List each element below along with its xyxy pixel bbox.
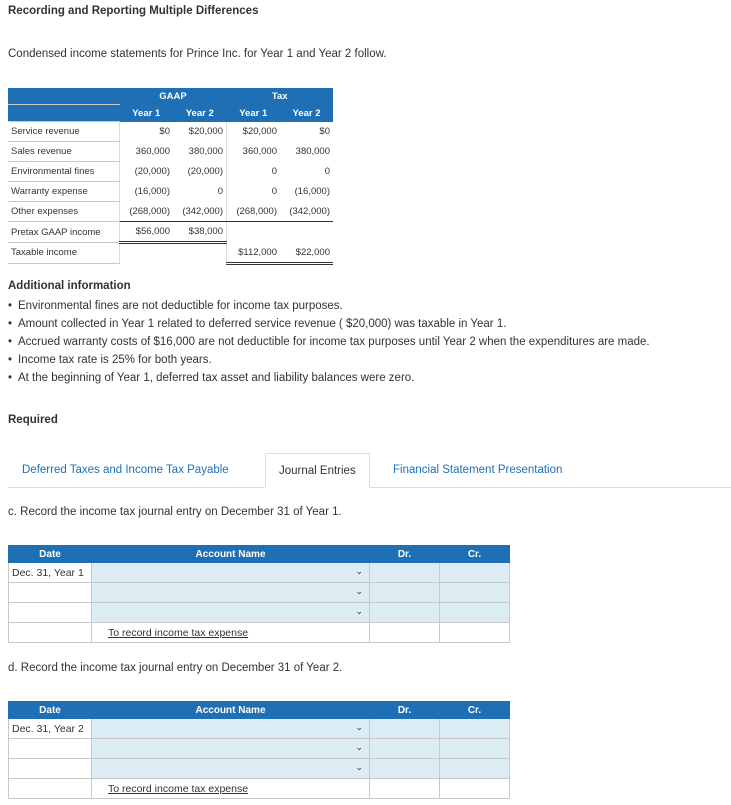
list-item-text: Accrued warranty costs of $16,000 are not deductible for income tax purposes until Year 2 when the expenditures are made. [18, 336, 650, 348]
cell-value: (268,000) [227, 202, 281, 222]
cell-value: (342,000) [173, 202, 227, 222]
credit-input[interactable] [440, 603, 510, 623]
account-select[interactable] [92, 719, 370, 739]
account-header: Account Name [92, 702, 370, 719]
date-header: Date [9, 702, 92, 719]
group-header-row [8, 88, 333, 105]
cell-value: $20,000 [188, 126, 223, 137]
cell-value: (16,000) [294, 186, 330, 197]
dr-header: Dr. [370, 702, 440, 719]
chevron-down-icon: ⌄ [355, 742, 363, 752]
account-header: Account Name [92, 546, 370, 563]
row-label: Environmental fines [8, 162, 120, 182]
table-row [8, 182, 333, 202]
cell-value: $38,000 [173, 222, 227, 243]
row-label: Service revenue [8, 122, 120, 142]
cell-value: 0 [324, 166, 330, 177]
list-item-text: Income tax rate is 25% for both years. [18, 354, 212, 366]
journal-row [9, 583, 510, 603]
cell-value: (16,000) [120, 182, 174, 202]
year-header-row [8, 105, 333, 122]
cell-value: 360,000 [120, 142, 174, 162]
empty-cell [370, 779, 440, 799]
cell-value: $0 [319, 126, 330, 137]
date-cell [9, 603, 92, 623]
date-cell [9, 623, 92, 643]
bullet-icon: • [8, 336, 13, 348]
cell-value: 0 [227, 182, 281, 202]
bullet-icon: • [8, 300, 13, 312]
credit-input[interactable] [440, 563, 510, 583]
date-cell [9, 739, 92, 759]
cell-value [173, 243, 227, 264]
note-cell [92, 779, 370, 799]
date-cell [9, 779, 92, 799]
cell-value [280, 222, 333, 243]
debit-input[interactable] [370, 603, 440, 623]
row-label: Other expenses [8, 202, 120, 222]
credit-input[interactable] [440, 739, 510, 759]
part-c-prompt: c. Record the income tax journal entry on December 31 of Year 1. [8, 506, 342, 518]
debit-input[interactable] [370, 719, 440, 739]
required-heading: Required [8, 414, 58, 426]
account-select[interactable] [92, 583, 370, 603]
row-label: Taxable income [8, 243, 120, 264]
cell-value: 0 [217, 186, 223, 197]
cell-value: (268,000) [120, 202, 174, 222]
debit-input[interactable] [370, 759, 440, 779]
journal-table-year2 [8, 701, 510, 799]
year-header: Year 2 [280, 105, 333, 122]
income-statement-table [8, 88, 333, 265]
tab-journal-entries[interactable]: Journal Entries [265, 453, 370, 488]
credit-input[interactable] [440, 583, 510, 603]
journal-row [9, 719, 510, 739]
date-header: Date [9, 546, 92, 563]
account-select[interactable] [92, 759, 370, 779]
account-select[interactable] [92, 563, 370, 583]
cell-value: (342,000) [280, 202, 333, 222]
blank-header-cell [8, 105, 120, 122]
year-header: Year 2 [173, 105, 227, 122]
table-row [8, 243, 333, 264]
additional-info-heading: Additional information [8, 280, 131, 292]
cell-value: 0 [227, 162, 281, 182]
year-header: Year 1 [227, 105, 281, 122]
cell-value: $56,000 [120, 222, 174, 243]
date-cell: Dec. 31, Year 2 [9, 719, 92, 739]
chevron-down-icon: ⌄ [355, 762, 363, 772]
table-row [8, 202, 333, 222]
empty-cell [440, 623, 510, 643]
entry-note: To record income tax expense [108, 626, 249, 639]
row-label: Pretax GAAP income [8, 222, 120, 243]
debit-input[interactable] [370, 739, 440, 759]
blank-header-cell [8, 88, 120, 105]
list-item-text: At the beginning of Year 1, deferred tax asset and liability balances were zero. [18, 372, 415, 384]
additional-info-list [8, 297, 650, 387]
journal-row [9, 603, 510, 623]
journal-row [9, 759, 510, 779]
empty-cell [440, 779, 510, 799]
cell-value: 360,000 [227, 142, 281, 162]
cell-value: $0 [120, 122, 174, 142]
chevron-down-icon: ⌄ [355, 722, 363, 732]
cell-value [227, 222, 281, 243]
date-cell: Dec. 31, Year 1 [9, 563, 92, 583]
tax-header: Tax [227, 88, 334, 105]
journal-note-row [9, 623, 510, 643]
intro-text: Condensed income statements for Prince Inc. for Year 1 and Year 2 follow. [8, 48, 387, 60]
journal-note-row [9, 779, 510, 799]
credit-input[interactable] [440, 759, 510, 779]
tab-bar [8, 453, 731, 488]
chevron-down-icon: ⌄ [355, 586, 363, 596]
account-select[interactable] [92, 603, 370, 623]
row-label: Warranty expense [8, 182, 120, 202]
note-cell [92, 623, 370, 643]
cell-value [120, 243, 174, 264]
cr-header: Cr. [440, 702, 510, 719]
cell-value: 380,000 [295, 146, 330, 157]
table-row [8, 122, 333, 142]
cell-value: (20,000) [120, 162, 174, 182]
journal-table-year1 [8, 545, 510, 643]
tab-financial-statement[interactable]: Financial Statement Presentation [393, 464, 563, 476]
cell-value: $112,000 [227, 243, 281, 264]
debit-input[interactable] [370, 583, 440, 603]
journal-header-row [9, 702, 510, 719]
list-item-text: Amount collected in Year 1 related to deferred service revenue ( $20,000) was taxable in Year 1. [18, 318, 507, 330]
chevron-down-icon: ⌄ [355, 606, 363, 616]
gaap-header: GAAP [120, 88, 227, 105]
year-header: Year 1 [120, 105, 174, 122]
bullet-icon: • [8, 354, 13, 366]
list-item [8, 369, 650, 387]
list-item [8, 297, 650, 315]
entry-note: To record income tax expense [108, 782, 249, 795]
empty-cell [370, 623, 440, 643]
date-cell [9, 759, 92, 779]
debit-input[interactable] [370, 563, 440, 583]
journal-header-row [9, 546, 510, 563]
page-title: Recording and Reporting Multiple Differences [8, 5, 259, 17]
cell-value: 380,000 [188, 146, 223, 157]
list-item [8, 351, 650, 369]
cell-value: $20,000 [227, 122, 281, 142]
journal-row [9, 739, 510, 759]
tab-deferred-taxes[interactable]: Deferred Taxes and Income Tax Payable [22, 464, 229, 476]
dr-header: Dr. [370, 546, 440, 563]
table-row [8, 142, 333, 162]
chevron-down-icon: ⌄ [355, 566, 363, 576]
journal-row [9, 563, 510, 583]
cell-value: (20,000) [187, 166, 223, 177]
bullet-icon: • [8, 372, 13, 384]
part-d-prompt: d. Record the income tax journal entry on December 31 of Year 2. [8, 662, 343, 674]
table-row [8, 162, 333, 182]
table-row [8, 222, 333, 243]
cr-header: Cr. [440, 546, 510, 563]
bullet-icon: • [8, 318, 13, 330]
cell-value: $22,000 [280, 243, 333, 264]
credit-input[interactable] [440, 719, 510, 739]
list-item [8, 333, 650, 351]
date-cell [9, 583, 92, 603]
row-label: Sales revenue [8, 142, 120, 162]
list-item [8, 315, 650, 333]
account-select[interactable] [92, 739, 370, 759]
list-item-text: Environmental fines are not deductible for income tax purposes. [18, 300, 343, 312]
